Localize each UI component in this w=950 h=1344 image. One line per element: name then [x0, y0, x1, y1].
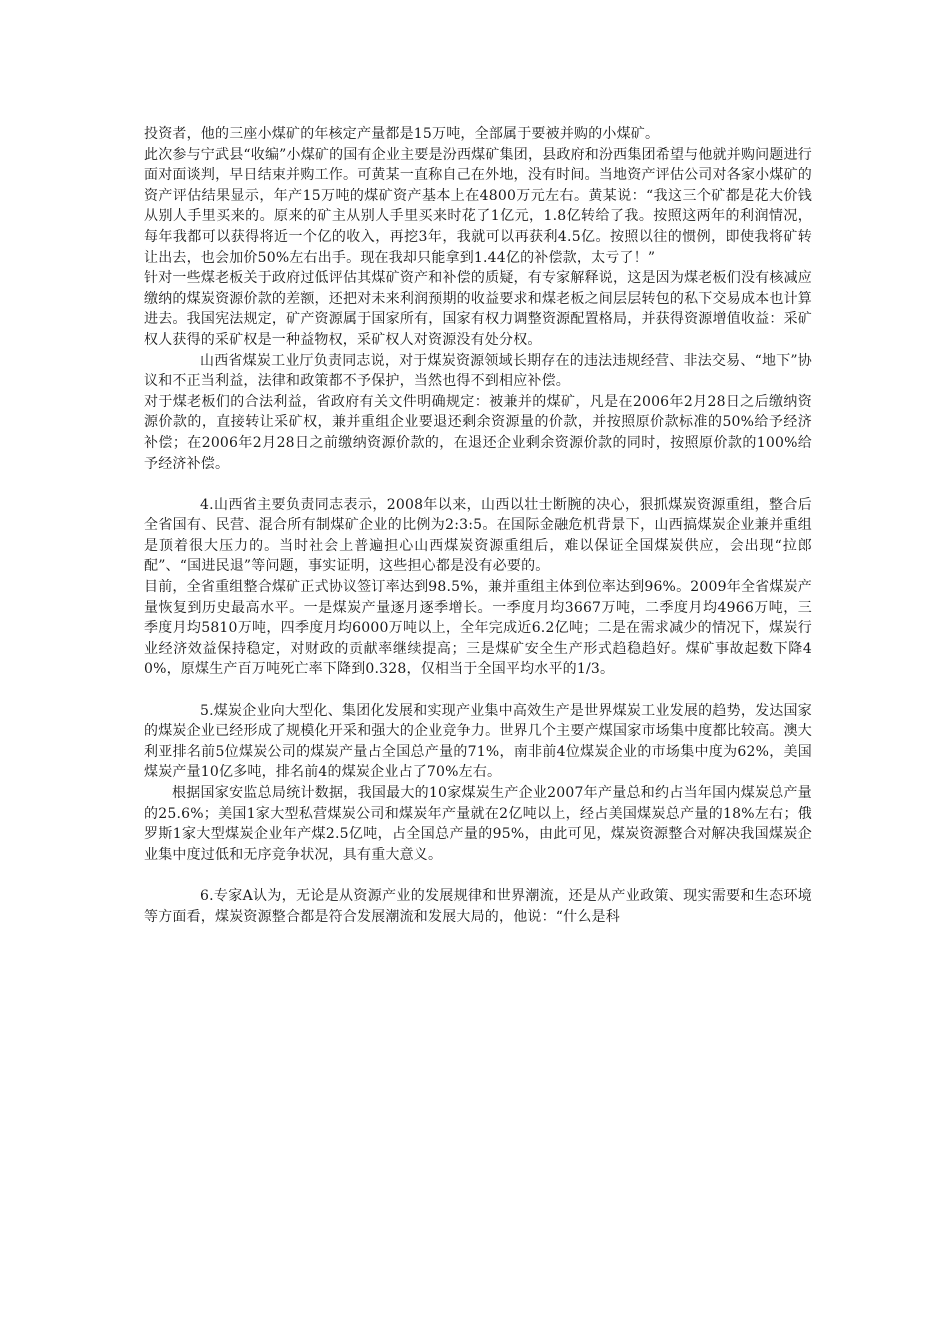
paragraph-3: 针对一些煤老板关于政府过低评估其煤矿资产和补偿的质疑，有专家解释说，这是因为煤老板们没有核减应缴纳的煤炭资源价款的差额，还把对未来利润预期的收益要求和煤老板之间层层转包的私下交易成本也计算进去。我国宪法规定，矿产资源属于国家所有，国家有权力调整资源配置格局，并获得资源增值收益：采矿权人获得的采矿权是一种益物权，采矿权人对资源没有处分权。	[144, 270, 812, 348]
paragraph-gap	[144, 680, 812, 701]
paragraph-9: 根据国家安监总局统计数据，我国最大的10家煤炭生产企业2007年产量总和约占当年国内煤炭总产量的25.6%；美国1家大型私营煤炭公司和煤炭年产量就在2亿吨以上，经占美国煤炭总产量的18%左右；俄罗斯1家大型煤炭企业年产煤2.5亿吨，占全国总产量的95%，由此可见，煤炭资源整合对解决我国煤炭企业集中度过低和无序竞争状况，具有重大意义。	[144, 785, 812, 863]
paragraph-section-4: 4.山西省主要负责同志表示，2008年以来，山西以壮士断腕的决心，狠抓煤炭资源重组，整合后全省国有、民营、混合所有制煤矿企业的比例为2:3:5。在国际金融危机背景下，山西搞煤炭企业兼并重组是顶着很大压力的。当时社会上普遍担心山西煤炭资源重组后，难以保证全国煤炭供应，会出现“拉郎配”、“国进民退”等问题，事实证明，这些担心都是没有必要的。	[144, 496, 812, 575]
paragraph-section-6: 6.专家A认为，无论是从资源产业的发展规律和世界潮流，还是从产业政策、现实需要和生态环境等方面看，煤炭资源整合都是符合发展潮流和发展大局的，他说：“什么是科	[144, 887, 812, 925]
paragraph-section-5: 5.煤炭企业向大型化、集团化发展和实现产业集中高效生产是世界煤炭工业发展的趋势，发达国家的煤炭企业已经形成了规模化开采和强大的企业竞争力。世界几个主要产煤国家市场集中度都比较高。澳大利亚排名前5位煤炭公司的煤炭产量占全国总产量的71%，南非前4位煤炭企业的市场集中度为62%，美国煤炭产量10亿多吨，排名前4的煤炭企业占了70%左右。	[144, 702, 812, 781]
paragraph-1: 投资者，他的三座小煤矿的年核定产量都是15万吨，全部属于要被并购的小煤矿。	[144, 126, 660, 142]
paragraph-4: 山西省煤炭工业厅负责同志说，对于煤炭资源领域长期存在的违法违规经营、非法交易、“地下”协议和不正当利益，法律和政策都不予保护，当然也得不到相应补偿。	[144, 352, 812, 390]
paragraph-gap	[144, 474, 812, 495]
paragraph-gap	[144, 865, 812, 886]
paragraph-2: 此次参与宁武县“收编”小煤矿的国有企业主要是汾西煤矿集团，县政府和汾西集团希望与他就并购问题进行面对面谈判，早日结束并购工作。可黄某一直称自己在外地，没有时间。当地资产评估公司对各家小煤矿的资产评估结果显示，年产15万吨的煤矿资产基本上在4800万元左右。黄某说：“我这三个矿都是花大价钱从别人手里买来的。原来的矿主从别人手里买来时花了1亿元，1.8亿转给了我。按照这两年的利润情况，每年我都可以获得将近一个亿的收入，再挖3年，我就可以再获利4.5亿。按照以往的惯例，即使我将矿转让出去，也会加价50%左右出手。现在我却只能拿到1.44亿的补偿款，太亏了！”	[144, 146, 812, 266]
document-page	[144, 124, 812, 927]
paragraph-5: 对于煤老板们的合法利益，省政府有关文件明确规定：被兼并的煤矿，凡是在2006年2月28日之后缴纳资源价款的，直接转让采矿权，兼并重组企业要退还剩余资源量的价款，并按照原价款标准的50%给予经济补偿；在2006年2月28日之前缴纳资源价款的，在退还企业剩余资源价款的同时，按照原价款的100%给予经济补偿。	[144, 393, 812, 472]
paragraph-7: 目前，全省重组整合煤矿正式协议签订率达到98.5%，兼并重组主体到位率达到96%。2009年全省煤炭产量恢复到历史最高水平。一是煤炭产量逐月逐季增长。一季度月均3667万吨，二季度月均4966万吨，三季度月均5810万吨，四季度月均6000万吨以上，全年完成近6.2亿吨；二是在需求减少的情况下，煤炭行业经济效益保持稳定，对财政的贡献率继续提高；三是煤矿安全生产形式趋稳趋好。煤矿事故起数下降40%，原煤生产百万吨死亡率下降到0.328，仅相当于全国平均水平的1/3。	[144, 579, 812, 678]
